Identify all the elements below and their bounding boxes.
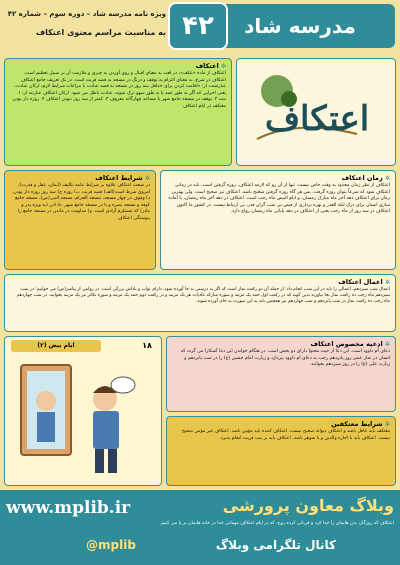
section-deeds [4,274,396,332]
calligraphy-text: اعتکاف [264,99,370,139]
section-time-text: اعتکاف از نظر زمان محدود به وقت خاص نیست. تنها از آن رو که لازمه اعتکاف، روزه گرفتن است، باید در زمانی اعتکاف شود که شرعاً بتوان روزه گرفت. پس هر گاه روزه گرفتن صحیح باشد، اعتکاف نیز صحیح است. ولی بهترین زمان برای اعتکاف دهه آخر ماه مبارک رمضان، و ایام البیض ماه رجب است. اعتکاف در دهه آخر ماه رمضان، با آماده سازی انسان برای درک لیلة القدر و بهره برداری از فیض بی شب گران قدر، بی ارتباط نیست. در کشور ما اکنون اعتکاف در سه روز از ماه رجب یعنی از اعتکاف در دهه پایانی ماه رمضان رواج دارد. [168,183,390,215]
section-prayers-text: دعای أُم داوود است. این دعا از حیث محتوا دارای دو بخش است. در هنگام خواندن این دعا آشکارا می گردد که انسان در نماز عصر روز پانزدهم رجب به دعای ام داوود بپردازد و زیارت امام حسین (ع) را در شب پانزدهم و زیارت علی (ع) را در روز سیزدهم بخوانند. [180,349,390,368]
footer-telegram-handle[interactable]: @mplib [86,538,136,552]
boy-at-mirror-illustration [13,357,153,482]
section-conditions-title: ✲ شرایط اعتکاف [95,174,150,182]
section-requirements [166,416,396,486]
footer-bottom-text: اعتکاف که روزگار، بدن هایمان را جدا کرد و قربانی کرده روح، که در ایام اعتکاف مهمانی خدا در خانه هایمان بر پا می کنیم. [159,521,394,526]
star-icon: ✲ [384,279,390,286]
section-prayers [166,336,396,412]
calligraphy-image [236,58,396,166]
footer-telegram-label: کانال تلگرامی وبلاگ [215,538,336,552]
star-icon: ✲ [384,341,390,348]
footer-website[interactable]: www.mplib.ir [6,498,131,518]
section-itikaf-text: اعتکاف از ماده «عکف»، در لغت به معنای اقبال و روی آوردن به چیزی و ملازمت آن بر سبیل تعظیم است. اعتکاف در شرع، به معنای التزام به توقف و درنگ در مسجد به قصد قربت است. در یک تعریف جامع اعتکاف عبارتست از: «اقامت کردن برای حداقل سه روز در مسجد به قصد عبادت با مراعات شرایط لازم، ارکان عبادت، یعنی اجزایی که اگر به طور عمد یا به طور سهو ترک شوند، عبادت باطل می شود. ارکان اعتکاف عبارتند از: ۱. نیت ۲. توقف در مسجد جامع شهر یا مساجد چهارگانه معروف ۳. کمتر از سه روز نبودن اعتکاف ۴. روزه دار بودن معتکف در ایام اعتکاف [12,71,226,109]
logo-title: مدرسه شاد [244,14,356,38]
section-time-title: ✲ زمان اعتکاف [341,174,390,182]
star-icon: ✲ [144,175,150,182]
header-line-2: به مناسبت مراسم معنوی اعتکاف [35,28,166,37]
section-deeds-title: ✲ اعمال اعتکاف [338,278,390,286]
cartoon-panel [4,336,162,486]
star-icon: ✲ [220,63,226,70]
section-time [160,170,396,270]
section-conditions-text: در صحت اعتکاف علاوه بر شرایط عامه تکلیف (ایمان، عقل و قدرت)، امروی شرط است(الف) قصد قربت ب) روزه ج) سه روز روزه دار بودن. د) وقوف در چهار مسجد، مسجد الحرام، مسجد النبی(ص)، مسجد جامع کوفه و مسجد بصره و یا در مسجد جامع شهر. ه) اذن (به ویژه پدر و مادر) که مستلزم آزادی است. و) مداومت در ماندن در مسجد جامع ز) پیوستگی اعتکاف [11,183,150,221]
cartoon-caption: ایام بیض (۲) [11,340,101,352]
issue-number-badge: ۴۲ [168,2,228,50]
section-deeds-text: اعمال شب سیزدهم، اعمالی را باید در این شب انجام داد: از جمله آن دو رکعت نماز است که اگر به درستی به جا آورده شود، دارای ثواب و پاداش بزرگی است. در روایتی از پیامبر(ص) می خوانیم: در شب سیزدهم ماه رجب ده رکعت نماز بجا بیاورید بدین گونه که در رکعت اول حمد یک مرتبه و سوره مبارکه عادیات هر یک مرتبه و در رکعت دوم حمد یک مرتبه و سوره تکاثر نیز یک مرتبه بخوانید. در شب چهاردهم ماه رجب ده رکعت نماز در شب پانزدهم و شب چهاردهم نیز همچنین باید به این صورت به جای آورده شوند. [16,287,390,305]
header-line-1: ویژه نامه مدرسه شاد – دوره سوم – شماره ۴۲ [7,10,166,18]
footer [0,490,400,565]
star-icon: ✲ [384,421,390,428]
section-requirements-text: معتکف باید عاقل باشد و اعتکاف دیوانه صحیح نیست. اعتکاف کننده باید مؤمن باشد. اعتکاف غیر مؤمن صحیح نیست. اعتکاف باید با اجازه والدین و یا شوهر باشد. اعتکاف باید بر نیت قربت انجام پذیرد. [181,429,390,441]
footer-blog-name: وبلاگ معاون پرورشی [222,496,394,515]
section-itikaf [4,58,232,166]
section-requirements-title: ✲ شرایط معتکفین [331,420,390,428]
logo-banner [205,4,395,48]
section-prayers-title: ✲ ادعیه مخصوص اعتکاف [310,340,390,348]
star-icon: ✲ [384,175,390,182]
section-conditions [4,170,156,270]
header [0,0,400,52]
section-itikaf-title: ✲ اعتکاف [195,62,226,70]
cartoon-number: ۱۸ [142,341,152,350]
